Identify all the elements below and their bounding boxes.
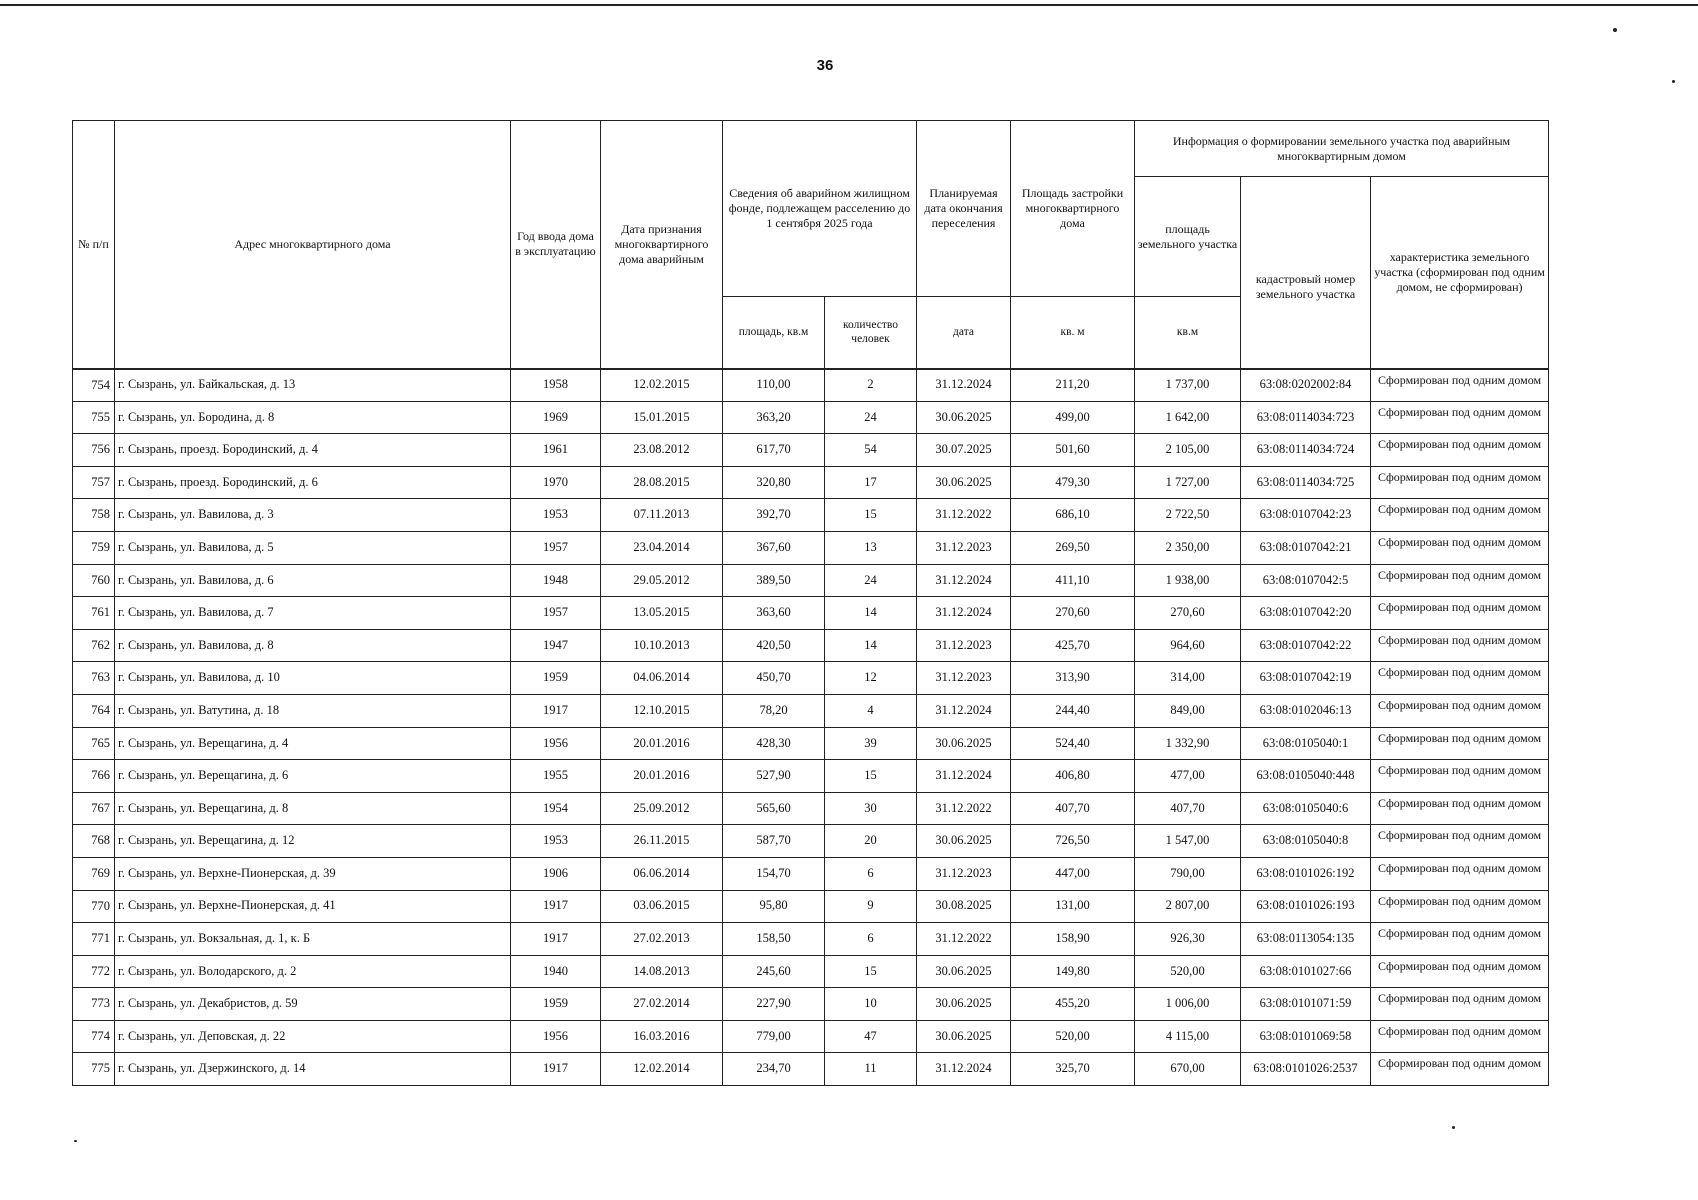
cell-characteristic: Сформирован под одним домом [1371, 857, 1549, 890]
cell-cadastral: 63:08:0114034:725 [1241, 466, 1371, 499]
cell-cadastral: 63:08:0107042:21 [1241, 531, 1371, 564]
cell-year: 1957 [511, 597, 601, 630]
cell-people: 24 [825, 564, 917, 597]
cell-year: 1961 [511, 434, 601, 467]
cell-cadastral: 63:08:0105040:8 [1241, 825, 1371, 858]
cell-people: 11 [825, 1053, 917, 1086]
cell-built-area: 455,20 [1011, 988, 1135, 1021]
table-row [73, 401, 1549, 434]
cell-people: 15 [825, 955, 917, 988]
cell-planned-date: 31.12.2024 [917, 597, 1011, 630]
cell-people: 10 [825, 988, 917, 1021]
cell-cadastral: 63:08:0107042:19 [1241, 662, 1371, 695]
cell-built-area: 520,00 [1011, 1020, 1135, 1053]
cell-cadastral: 63:08:0105040:448 [1241, 760, 1371, 793]
cell-planned-date: 31.12.2022 [917, 499, 1011, 532]
table-row [73, 1020, 1549, 1053]
cell-cadastral: 63:08:0114034:724 [1241, 434, 1371, 467]
cell-planned-date: 31.12.2024 [917, 694, 1011, 727]
cell-people: 15 [825, 760, 917, 793]
cell-date-recognized: 06.06.2014 [601, 857, 723, 890]
cell-address: г. Сызрань, ул. Вокзальная, д. 1, к. Б [115, 923, 511, 956]
cell-land-area: 1 727,00 [1135, 466, 1241, 499]
table-row [73, 466, 1549, 499]
table-row [73, 662, 1549, 695]
cell-characteristic: Сформирован под одним домом [1371, 694, 1549, 727]
cell-characteristic: Сформирован под одним домом [1371, 369, 1549, 402]
cell-built-area: 425,70 [1011, 629, 1135, 662]
cell-year: 1940 [511, 955, 601, 988]
cell-characteristic: Сформирован под одним домом [1371, 890, 1549, 923]
cell-cadastral: 63:08:0114034:723 [1241, 401, 1371, 434]
cell-area: 389,50 [723, 564, 825, 597]
header-planned-date: Планируемая дата окончания переселения [917, 121, 1011, 297]
cell-people: 2 [825, 369, 917, 402]
cell-characteristic: Сформирован под одним домом [1371, 401, 1549, 434]
table-row [73, 857, 1549, 890]
cell-year: 1917 [511, 694, 601, 727]
cell-built-area: 270,60 [1011, 597, 1135, 630]
subheader-people: количество человек [825, 297, 917, 369]
cell-year: 1917 [511, 923, 601, 956]
cell-date-recognized: 13.05.2015 [601, 597, 723, 630]
cell-area: 320,80 [723, 466, 825, 499]
subheader-date: дата [917, 297, 1011, 369]
subheader-sqm: кв. м [1011, 297, 1135, 369]
cell-land-area: 520,00 [1135, 955, 1241, 988]
cell-year: 1959 [511, 662, 601, 695]
cell-date-recognized: 20.01.2016 [601, 727, 723, 760]
table-row [73, 564, 1549, 597]
cell-land-area: 2 807,00 [1135, 890, 1241, 923]
cell-cadastral: 63:08:0101026:193 [1241, 890, 1371, 923]
cell-land-area: 790,00 [1135, 857, 1241, 890]
cell-year: 1959 [511, 988, 601, 1021]
header-cadastral: кадастровый номер земельного участка [1241, 177, 1371, 369]
cell-people: 14 [825, 597, 917, 630]
cell-built-area: 686,10 [1011, 499, 1135, 532]
cell-address: г. Сызрань, проезд. Бородинский, д. 6 [115, 466, 511, 499]
header-date-recognized: Дата признания многоквартирного дома аварийным [601, 121, 723, 369]
table-body [73, 369, 1549, 1086]
cell-built-area: 407,70 [1011, 792, 1135, 825]
cell-land-area: 2 350,00 [1135, 531, 1241, 564]
cell-people: 24 [825, 401, 917, 434]
cell-year: 1969 [511, 401, 601, 434]
cell-planned-date: 31.12.2024 [917, 369, 1011, 402]
cell-characteristic: Сформирован под одним домом [1371, 499, 1549, 532]
header-address: Адрес многоквартирного дома [115, 121, 511, 369]
cell-people: 6 [825, 857, 917, 890]
header-characteristic: характеристика земельного участка (сформирован под одним домом, не сформирован) [1371, 177, 1549, 369]
cell-area: 95,80 [723, 890, 825, 923]
cell-characteristic: Сформирован под одним домом [1371, 792, 1549, 825]
cell-num: 766 [73, 760, 115, 793]
cell-people: 13 [825, 531, 917, 564]
cell-date-recognized: 23.04.2014 [601, 531, 723, 564]
cell-date-recognized: 20.01.2016 [601, 760, 723, 793]
cell-built-area: 211,20 [1011, 369, 1135, 402]
cell-planned-date: 31.12.2024 [917, 760, 1011, 793]
cell-characteristic: Сформирован под одним домом [1371, 727, 1549, 760]
header-built-area: Площадь застройки многоквартирного дома [1011, 121, 1135, 297]
cell-date-recognized: 29.05.2012 [601, 564, 723, 597]
cell-characteristic: Сформирован под одним домом [1371, 1053, 1549, 1086]
cell-characteristic: Сформирован под одним домом [1371, 955, 1549, 988]
cell-address: г. Сызрань, ул. Деповская, д. 22 [115, 1020, 511, 1053]
cell-land-area: 1 547,00 [1135, 825, 1241, 858]
header-num: № п/п [73, 121, 115, 369]
cell-cadastral: 63:08:0101071:59 [1241, 988, 1371, 1021]
cell-num: 758 [73, 499, 115, 532]
cell-address: г. Сызрань, ул. Верхне-Пионерская, д. 39 [115, 857, 511, 890]
cell-planned-date: 30.08.2025 [917, 890, 1011, 923]
cell-date-recognized: 04.06.2014 [601, 662, 723, 695]
cell-year: 1955 [511, 760, 601, 793]
cell-num: 765 [73, 727, 115, 760]
cell-built-area: 406,80 [1011, 760, 1135, 793]
cell-cadastral: 63:08:0101027:66 [1241, 955, 1371, 988]
cell-planned-date: 30.06.2025 [917, 401, 1011, 434]
cell-year: 1970 [511, 466, 601, 499]
cell-people: 54 [825, 434, 917, 467]
cell-address: г. Сызрань, ул. Верещагина, д. 6 [115, 760, 511, 793]
cell-year: 1956 [511, 1020, 601, 1053]
cell-num: 755 [73, 401, 115, 434]
cell-address: г. Сызрань, ул. Вавилова, д. 5 [115, 531, 511, 564]
cell-area: 617,70 [723, 434, 825, 467]
cell-built-area: 726,50 [1011, 825, 1135, 858]
cell-area: 420,50 [723, 629, 825, 662]
header-land-area: площадь земельного участка [1135, 177, 1241, 297]
emergency-housing-table [72, 120, 1549, 1086]
table-row [73, 1053, 1549, 1086]
cell-cadastral: 63:08:0101026:192 [1241, 857, 1371, 890]
cell-address: г. Сызрань, ул. Володарского, д. 2 [115, 955, 511, 988]
scan-speck [1672, 80, 1675, 83]
cell-address: г. Сызрань, ул. Вавилова, д. 3 [115, 499, 511, 532]
cell-date-recognized: 27.02.2014 [601, 988, 723, 1021]
cell-people: 12 [825, 662, 917, 695]
subheader-land-unit: кв.м [1135, 297, 1241, 369]
cell-num: 767 [73, 792, 115, 825]
header-land-info: Информация о формировании земельного участка под аварийным многоквартирным домом [1135, 121, 1549, 177]
cell-date-recognized: 26.11.2015 [601, 825, 723, 858]
cell-date-recognized: 10.10.2013 [601, 629, 723, 662]
cell-built-area: 313,90 [1011, 662, 1135, 695]
cell-area: 245,60 [723, 955, 825, 988]
cell-land-area: 477,00 [1135, 760, 1241, 793]
cell-num: 771 [73, 923, 115, 956]
cell-land-area: 1 938,00 [1135, 564, 1241, 597]
cell-year: 1953 [511, 825, 601, 858]
cell-characteristic: Сформирован под одним домом [1371, 564, 1549, 597]
scan-speck [74, 1140, 77, 1142]
cell-num: 772 [73, 955, 115, 988]
cell-address: г. Сызрань, ул. Ватутина, д. 18 [115, 694, 511, 727]
cell-num: 770 [73, 890, 115, 923]
cell-land-area: 670,00 [1135, 1053, 1241, 1086]
scan-speck [1452, 1126, 1455, 1129]
cell-date-recognized: 12.02.2015 [601, 369, 723, 402]
cell-planned-date: 31.12.2024 [917, 564, 1011, 597]
cell-planned-date: 30.07.2025 [917, 434, 1011, 467]
cell-address: г. Сызрань, проезд. Бородинский, д. 4 [115, 434, 511, 467]
cell-num: 768 [73, 825, 115, 858]
subheader-area: площадь, кв.м [723, 297, 825, 369]
cell-year: 1917 [511, 1053, 601, 1086]
cell-area: 154,70 [723, 857, 825, 890]
cell-date-recognized: 16.03.2016 [601, 1020, 723, 1053]
cell-people: 9 [825, 890, 917, 923]
cell-year: 1953 [511, 499, 601, 532]
cell-characteristic: Сформирован под одним домом [1371, 825, 1549, 858]
table-row [73, 369, 1549, 402]
table-row [73, 955, 1549, 988]
cell-people: 47 [825, 1020, 917, 1053]
cell-area: 527,90 [723, 760, 825, 793]
cell-address: г. Сызрань, ул. Верещагина, д. 8 [115, 792, 511, 825]
cell-num: 764 [73, 694, 115, 727]
scan-speck [1613, 28, 1617, 32]
cell-land-area: 4 115,00 [1135, 1020, 1241, 1053]
cell-characteristic: Сформирован под одним домом [1371, 597, 1549, 630]
cell-land-area: 270,60 [1135, 597, 1241, 630]
table-row [73, 434, 1549, 467]
cell-cadastral: 63:08:0105040:1 [1241, 727, 1371, 760]
cell-address: г. Сызрань, ул. Верещагина, д. 12 [115, 825, 511, 858]
cell-people: 6 [825, 923, 917, 956]
cell-cadastral: 63:08:0102046:13 [1241, 694, 1371, 727]
table-row [73, 825, 1549, 858]
cell-built-area: 411,10 [1011, 564, 1135, 597]
cell-date-recognized: 27.02.2013 [601, 923, 723, 956]
cell-planned-date: 30.06.2025 [917, 466, 1011, 499]
table-row [73, 988, 1549, 1021]
cell-people: 20 [825, 825, 917, 858]
cell-cadastral: 63:08:0101026:2537 [1241, 1053, 1371, 1086]
cell-planned-date: 31.12.2022 [917, 792, 1011, 825]
cell-people: 14 [825, 629, 917, 662]
cell-people: 17 [825, 466, 917, 499]
cell-built-area: 524,40 [1011, 727, 1135, 760]
cell-cadastral: 63:08:0101069:58 [1241, 1020, 1371, 1053]
cell-cadastral: 63:08:0105040:6 [1241, 792, 1371, 825]
cell-cadastral: 63:08:0202002:84 [1241, 369, 1371, 402]
cell-people: 15 [825, 499, 917, 532]
cell-land-area: 2 722,50 [1135, 499, 1241, 532]
cell-address: г. Сызрань, ул. Вавилова, д. 7 [115, 597, 511, 630]
cell-address: г. Сызрань, ул. Вавилова, д. 10 [115, 662, 511, 695]
table-row [73, 531, 1549, 564]
cell-address: г. Сызрань, ул. Вавилова, д. 8 [115, 629, 511, 662]
cell-characteristic: Сформирован под одним домом [1371, 1020, 1549, 1053]
table-row [73, 727, 1549, 760]
table-row [73, 923, 1549, 956]
cell-land-area: 926,30 [1135, 923, 1241, 956]
cell-planned-date: 30.06.2025 [917, 727, 1011, 760]
cell-characteristic: Сформирован под одним домом [1371, 434, 1549, 467]
cell-land-area: 1 006,00 [1135, 988, 1241, 1021]
cell-planned-date: 31.12.2023 [917, 857, 1011, 890]
cell-num: 757 [73, 466, 115, 499]
table-row [73, 629, 1549, 662]
cell-characteristic: Сформирован под одним домом [1371, 988, 1549, 1021]
cell-land-area: 1 642,00 [1135, 401, 1241, 434]
cell-land-area: 849,00 [1135, 694, 1241, 727]
cell-address: г. Сызрань, ул. Декабристов, д. 59 [115, 988, 511, 1021]
cell-land-area: 407,70 [1135, 792, 1241, 825]
cell-built-area: 447,00 [1011, 857, 1135, 890]
cell-area: 110,00 [723, 369, 825, 402]
header-emergency-info: Сведения об аварийном жилищном фонде, подлежащем расселению до 1 сентября 2025 года [723, 121, 917, 297]
cell-people: 4 [825, 694, 917, 727]
cell-num: 760 [73, 564, 115, 597]
cell-area: 363,60 [723, 597, 825, 630]
table-row [73, 597, 1549, 630]
cell-date-recognized: 23.08.2012 [601, 434, 723, 467]
cell-address: г. Сызрань, ул. Дзержинского, д. 14 [115, 1053, 511, 1086]
cell-address: г. Сызрань, ул. Байкальская, д. 13 [115, 369, 511, 402]
cell-address: г. Сызрань, ул. Вавилова, д. 6 [115, 564, 511, 597]
table-row [73, 890, 1549, 923]
cell-num: 756 [73, 434, 115, 467]
cell-land-area: 1 332,90 [1135, 727, 1241, 760]
cell-num: 754 [73, 369, 115, 402]
cell-characteristic: Сформирован под одним домом [1371, 760, 1549, 793]
cell-characteristic: Сформирован под одним домом [1371, 466, 1549, 499]
cell-people: 39 [825, 727, 917, 760]
cell-date-recognized: 12.02.2014 [601, 1053, 723, 1086]
cell-area: 450,70 [723, 662, 825, 695]
cell-cadastral: 63:08:0113054:135 [1241, 923, 1371, 956]
cell-area: 363,20 [723, 401, 825, 434]
cell-year: 1947 [511, 629, 601, 662]
top-border-line [0, 4, 1698, 6]
cell-year: 1917 [511, 890, 601, 923]
cell-built-area: 149,80 [1011, 955, 1135, 988]
cell-address: г. Сызрань, ул. Верхне-Пионерская, д. 41 [115, 890, 511, 923]
cell-planned-date: 31.12.2023 [917, 531, 1011, 564]
cell-num: 769 [73, 857, 115, 890]
cell-date-recognized: 14.08.2013 [601, 955, 723, 988]
cell-area: 392,70 [723, 499, 825, 532]
table-header [73, 121, 1549, 369]
cell-land-area: 964,60 [1135, 629, 1241, 662]
cell-date-recognized: 12.10.2015 [601, 694, 723, 727]
cell-land-area: 2 105,00 [1135, 434, 1241, 467]
cell-address: г. Сызрань, ул. Верещагина, д. 4 [115, 727, 511, 760]
cell-characteristic: Сформирован под одним домом [1371, 923, 1549, 956]
cell-built-area: 499,00 [1011, 401, 1135, 434]
table-row [73, 792, 1549, 825]
cell-planned-date: 31.12.2023 [917, 662, 1011, 695]
cell-planned-date: 31.12.2023 [917, 629, 1011, 662]
cell-planned-date: 30.06.2025 [917, 1020, 1011, 1053]
cell-planned-date: 31.12.2022 [917, 923, 1011, 956]
page-number: 36 [816, 57, 834, 74]
cell-date-recognized: 03.06.2015 [601, 890, 723, 923]
cell-num: 774 [73, 1020, 115, 1053]
cell-area: 367,60 [723, 531, 825, 564]
cell-built-area: 479,30 [1011, 466, 1135, 499]
cell-planned-date: 30.06.2025 [917, 988, 1011, 1021]
cell-num: 775 [73, 1053, 115, 1086]
cell-date-recognized: 07.11.2013 [601, 499, 723, 532]
cell-land-area: 1 737,00 [1135, 369, 1241, 402]
cell-cadastral: 63:08:0107042:23 [1241, 499, 1371, 532]
table-row [73, 499, 1549, 532]
cell-characteristic: Сформирован под одним домом [1371, 662, 1549, 695]
cell-planned-date: 30.06.2025 [917, 955, 1011, 988]
cell-year: 1954 [511, 792, 601, 825]
cell-cadastral: 63:08:0107042:22 [1241, 629, 1371, 662]
cell-planned-date: 30.06.2025 [917, 825, 1011, 858]
cell-area: 779,00 [723, 1020, 825, 1053]
cell-area: 78,20 [723, 694, 825, 727]
cell-built-area: 131,00 [1011, 890, 1135, 923]
cell-num: 763 [73, 662, 115, 695]
cell-built-area: 325,70 [1011, 1053, 1135, 1086]
cell-planned-date: 31.12.2024 [917, 1053, 1011, 1086]
cell-year: 1948 [511, 564, 601, 597]
cell-date-recognized: 28.08.2015 [601, 466, 723, 499]
cell-area: 428,30 [723, 727, 825, 760]
cell-area: 587,70 [723, 825, 825, 858]
header-year: Год ввода дома в эксплуатацию [511, 121, 601, 369]
cell-area: 234,70 [723, 1053, 825, 1086]
cell-year: 1957 [511, 531, 601, 564]
cell-cadastral: 63:08:0107042:5 [1241, 564, 1371, 597]
cell-characteristic: Сформирован под одним домом [1371, 629, 1549, 662]
table-row [73, 694, 1549, 727]
cell-year: 1958 [511, 369, 601, 402]
cell-num: 759 [73, 531, 115, 564]
cell-built-area: 501,60 [1011, 434, 1135, 467]
cell-built-area: 269,50 [1011, 531, 1135, 564]
table-row [73, 760, 1549, 793]
cell-land-area: 314,00 [1135, 662, 1241, 695]
cell-address: г. Сызрань, ул. Бородина, д. 8 [115, 401, 511, 434]
cell-num: 773 [73, 988, 115, 1021]
cell-year: 1906 [511, 857, 601, 890]
cell-characteristic: Сформирован под одним домом [1371, 531, 1549, 564]
cell-area: 158,50 [723, 923, 825, 956]
cell-date-recognized: 25.09.2012 [601, 792, 723, 825]
cell-year: 1956 [511, 727, 601, 760]
cell-area: 565,60 [723, 792, 825, 825]
cell-people: 30 [825, 792, 917, 825]
cell-num: 761 [73, 597, 115, 630]
cell-built-area: 158,90 [1011, 923, 1135, 956]
cell-area: 227,90 [723, 988, 825, 1021]
cell-date-recognized: 15.01.2015 [601, 401, 723, 434]
cell-num: 762 [73, 629, 115, 662]
cell-cadastral: 63:08:0107042:20 [1241, 597, 1371, 630]
cell-built-area: 244,40 [1011, 694, 1135, 727]
